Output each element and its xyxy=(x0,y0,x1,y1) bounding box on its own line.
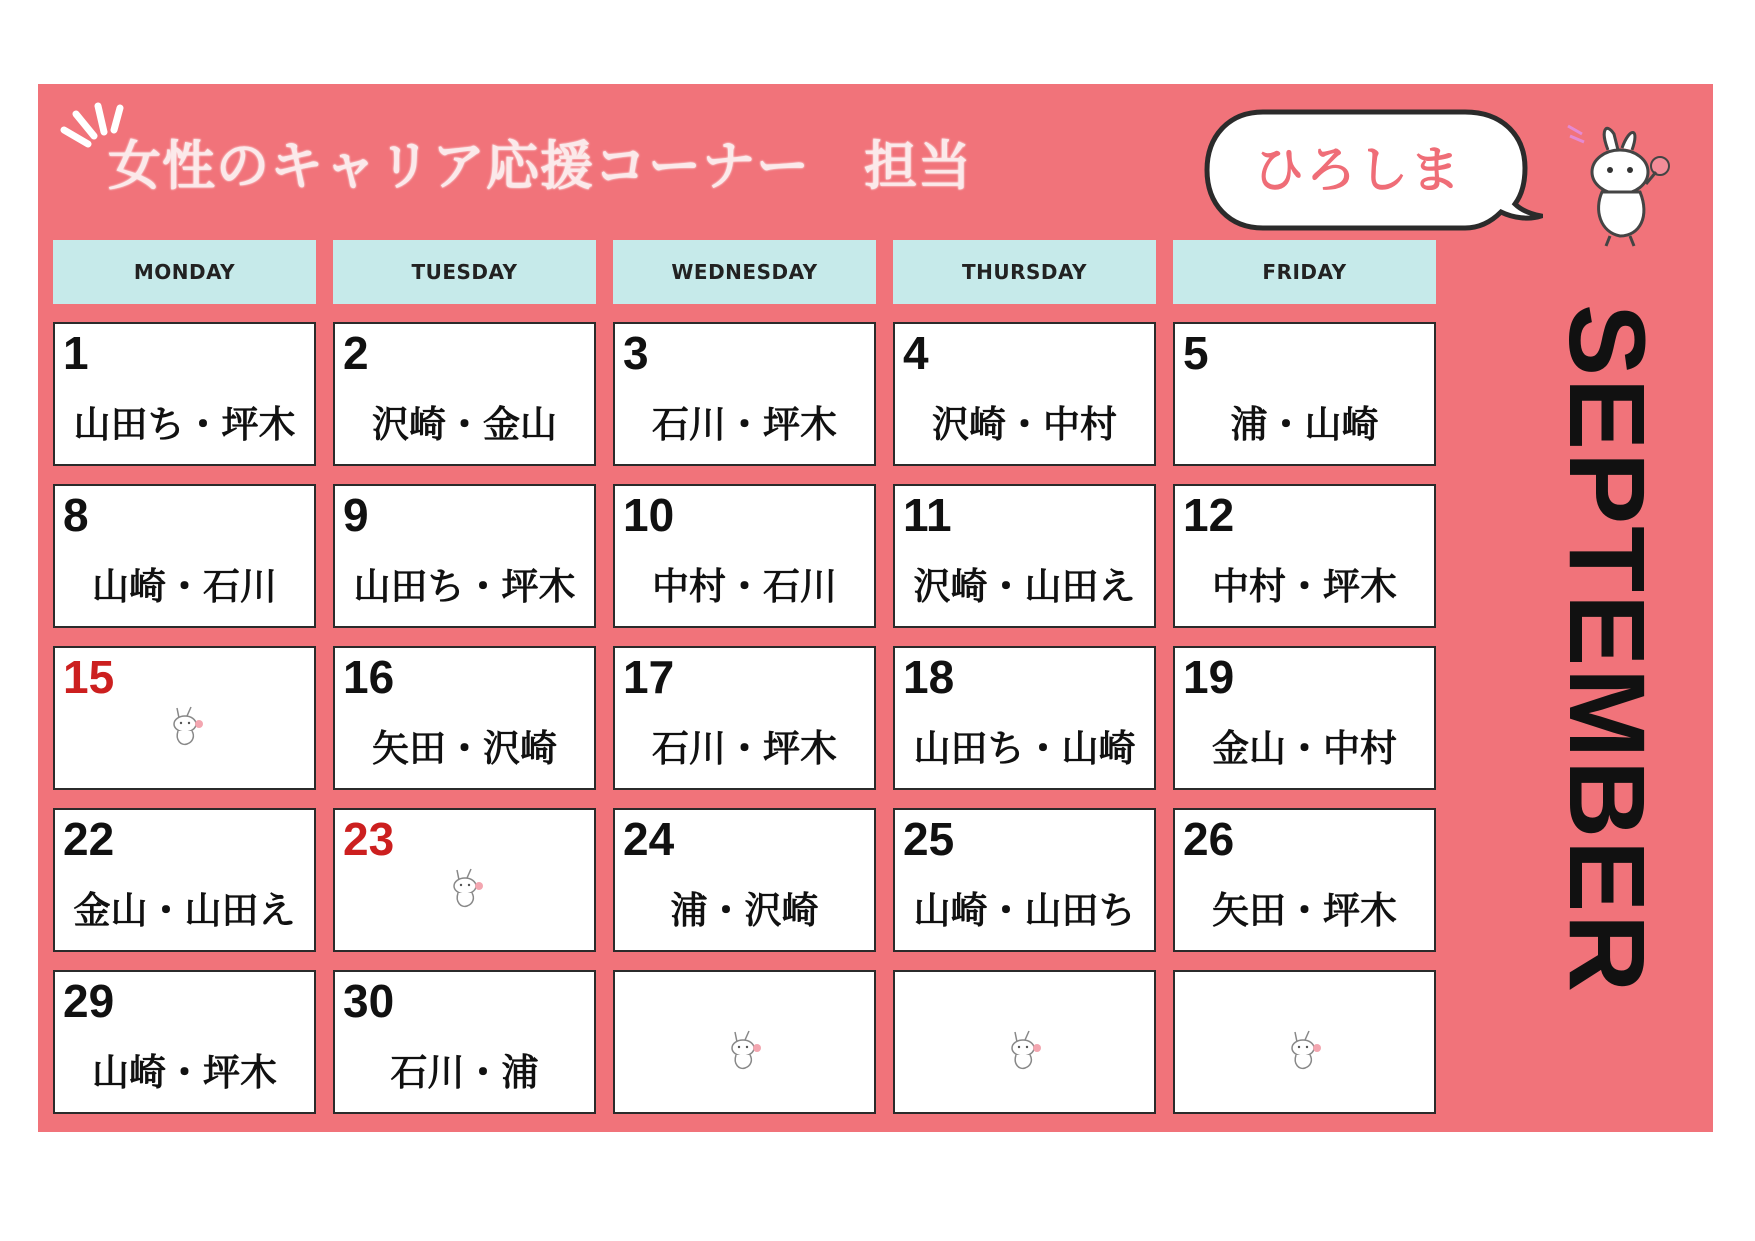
calendar-day-cell xyxy=(1173,646,1436,790)
staff-names: 石川・浦 xyxy=(390,1051,539,1094)
staff-names: 山田ち・坪木 xyxy=(353,565,576,608)
day-number: 1 xyxy=(63,327,89,379)
staff-names: 矢田・坪木 xyxy=(1212,889,1397,932)
day-number: 8 xyxy=(63,489,89,541)
weekday-header-monday: MONDAY xyxy=(53,240,316,304)
calendar-day-cell xyxy=(53,970,316,1114)
staff-names: 山崎・坪木 xyxy=(92,1051,277,1094)
day-number: 3 xyxy=(623,327,649,379)
calendar-day-cell xyxy=(613,808,876,952)
calendar-day-cell xyxy=(893,646,1156,790)
staff-names: 浦・山崎 xyxy=(1230,403,1379,446)
location-label: ひろしま xyxy=(1254,141,1462,199)
day-number: 15 xyxy=(63,651,115,703)
staff-names: 山崎・石川 xyxy=(92,565,277,608)
day-number: 22 xyxy=(63,813,115,865)
calendar-day-cell xyxy=(53,484,316,628)
staff-names: 山田ち・坪木 xyxy=(73,403,296,446)
rabbit-doodle-icon xyxy=(445,866,489,910)
calendar-day-cell xyxy=(53,646,316,790)
weekday-header-friday: FRIDAY xyxy=(1173,240,1436,304)
calendar-day-cell xyxy=(893,484,1156,628)
calendar-day-cell xyxy=(1173,970,1436,1114)
day-number: 25 xyxy=(903,813,955,865)
calendar-day-cell xyxy=(613,970,876,1114)
day-number: 17 xyxy=(623,651,675,703)
calendar-day-cell xyxy=(893,808,1156,952)
day-number: 4 xyxy=(903,327,929,379)
day-number: 5 xyxy=(1183,327,1209,379)
day-number: 26 xyxy=(1183,813,1235,865)
calendar-day-cell xyxy=(333,322,596,466)
staff-names: 中村・石川 xyxy=(652,565,837,608)
staff-names: 山崎・山田ち xyxy=(913,889,1136,932)
calendar-day-cell xyxy=(333,970,596,1114)
page-title: 女性のキャリア応援コーナー 担当 xyxy=(108,136,972,197)
day-number: 16 xyxy=(343,651,395,703)
calendar-day-cell xyxy=(893,970,1156,1114)
day-number: 12 xyxy=(1183,489,1235,541)
day-number: 9 xyxy=(343,489,369,541)
calendar-day-cell xyxy=(333,484,596,628)
staff-names: 金山・中村 xyxy=(1212,727,1397,770)
rabbit-doodle-icon xyxy=(1003,1028,1047,1072)
weekday-header-tuesday: TUESDAY xyxy=(333,240,596,304)
calendar-day-cell xyxy=(1173,322,1436,466)
day-number: 19 xyxy=(1183,651,1235,703)
staff-names: 沢崎・中村 xyxy=(932,403,1117,446)
staff-names: 沢崎・金山 xyxy=(372,403,557,446)
staff-names: 石川・坪木 xyxy=(652,403,837,446)
day-number: 10 xyxy=(623,489,675,541)
staff-names: 浦・沢崎 xyxy=(670,889,819,932)
staff-names: 矢田・沢崎 xyxy=(372,727,557,770)
rabbit-mascot-icon xyxy=(1560,120,1680,250)
rabbit-doodle-icon xyxy=(723,1028,767,1072)
calendar-day-cell xyxy=(53,808,316,952)
day-number: 23 xyxy=(343,813,395,865)
day-number: 11 xyxy=(903,489,952,541)
month-label: SEPTEMBER xyxy=(1547,304,1668,995)
staff-names: 金山・山田え xyxy=(73,889,296,932)
calendar-day-cell xyxy=(1173,808,1436,952)
day-number: 30 xyxy=(343,975,395,1027)
day-number: 18 xyxy=(903,651,955,703)
staff-names: 石川・坪木 xyxy=(652,727,837,770)
calendar-day-cell xyxy=(613,484,876,628)
calendar-day-cell xyxy=(613,322,876,466)
day-number: 2 xyxy=(343,327,369,379)
rabbit-doodle-icon xyxy=(165,704,209,748)
calendar-day-cell xyxy=(613,646,876,790)
staff-names: 中村・坪木 xyxy=(1212,565,1397,608)
day-number: 24 xyxy=(623,813,675,865)
weekday-header-wednesday: WEDNESDAY xyxy=(613,240,876,304)
calendar-day-cell xyxy=(333,808,596,952)
calendar-day-cell xyxy=(53,322,316,466)
calendar-day-cell xyxy=(893,322,1156,466)
day-number: 29 xyxy=(63,975,115,1027)
calendar-day-cell xyxy=(333,646,596,790)
staff-names: 沢崎・山田え xyxy=(913,565,1136,608)
staff-names: 山田ち・山崎 xyxy=(913,727,1136,770)
weekday-header-thursday: THURSDAY xyxy=(893,240,1156,304)
calendar-day-cell xyxy=(1173,484,1436,628)
rabbit-doodle-icon xyxy=(1283,1028,1327,1072)
